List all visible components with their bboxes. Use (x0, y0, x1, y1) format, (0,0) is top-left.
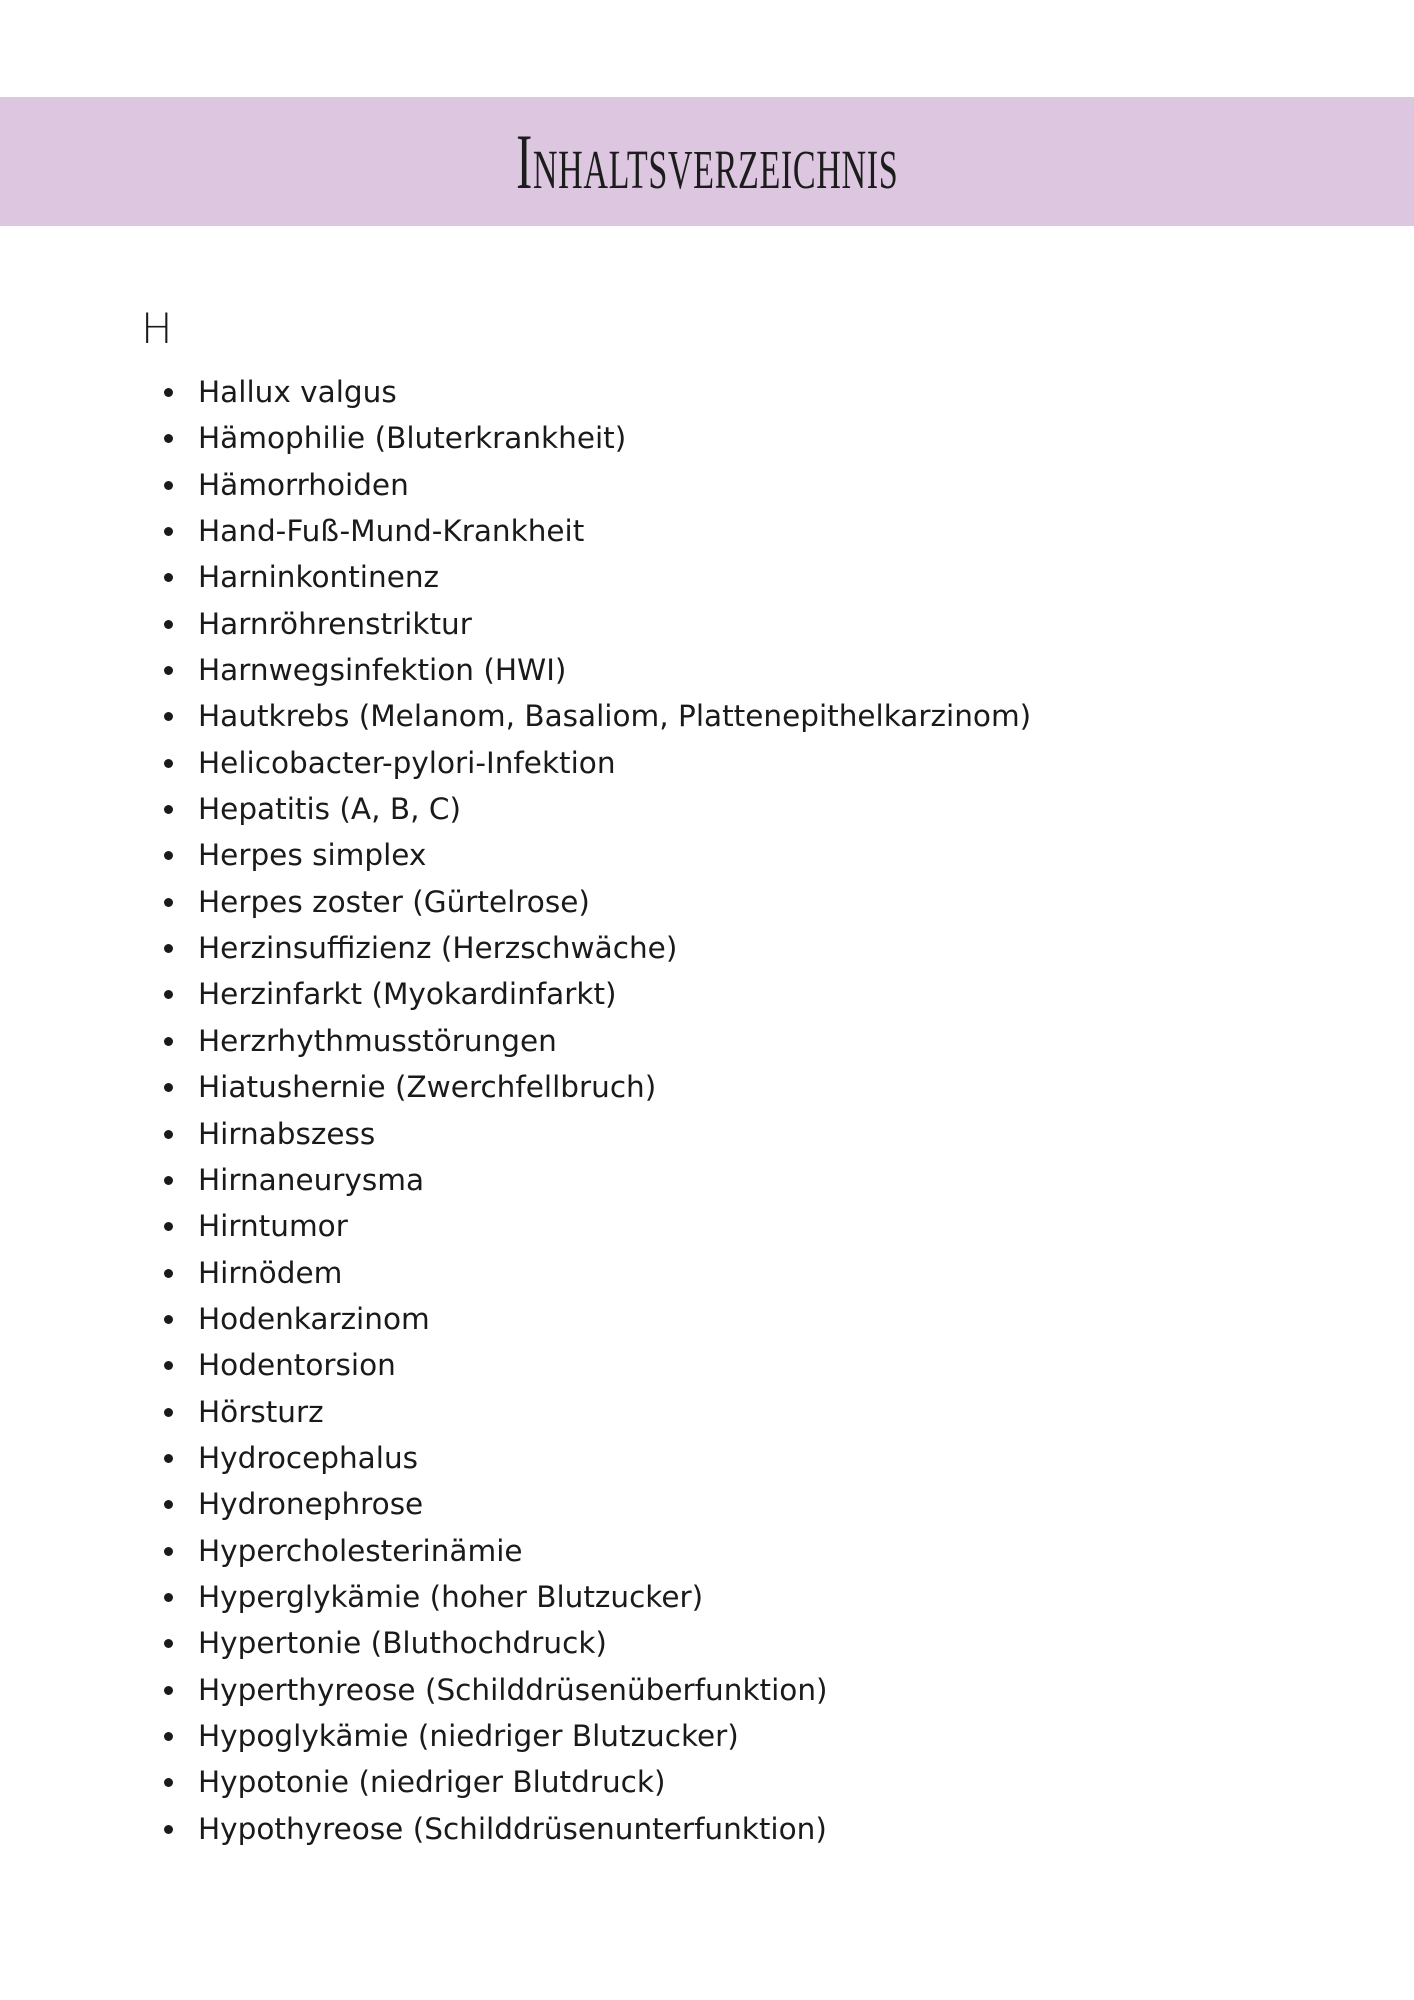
toc-entry-label: Hydrocephalus (198, 1440, 419, 1475)
toc-entry (0, 1481, 1031, 1527)
bullet-icon (164, 805, 173, 814)
toc-entry-label: Hypercholesterinämie (198, 1533, 523, 1568)
bullet-icon (164, 1500, 173, 1509)
bullet-icon (164, 1732, 173, 1741)
bullet-icon (164, 1825, 173, 1834)
toc-entry (0, 415, 1031, 461)
toc-entry (0, 1389, 1031, 1435)
bullet-icon (164, 1176, 173, 1185)
toc-entry (0, 1296, 1031, 1342)
bullet-icon (164, 1408, 173, 1417)
toc-entry-label: Hirntumor (198, 1209, 348, 1244)
bullet-icon (164, 1778, 173, 1787)
toc-entry-label: Harnwegsinfektion (HWI) (198, 653, 567, 688)
toc-entry-label: Hiatushernie (Zwerchfellbruch) (198, 1070, 657, 1105)
toc-entry (0, 1111, 1031, 1157)
toc-entry (0, 1574, 1031, 1620)
toc-entry-label: Hyperglykämie (hoher Blutzucker) (198, 1579, 704, 1614)
toc-entry-label: Herpes zoster (Gürtelrose) (198, 884, 590, 919)
toc-entry (0, 1667, 1031, 1713)
bullet-icon (164, 527, 173, 536)
toc-entry (0, 508, 1031, 554)
bullet-icon (164, 851, 173, 860)
bullet-icon (164, 1130, 173, 1139)
toc-entry-label: Herzinsuffizienz (Herzschwäche) (198, 931, 678, 966)
toc-entry (0, 1806, 1031, 1852)
bullet-icon (164, 990, 173, 999)
toc-entry (0, 971, 1031, 1017)
toc-entry (0, 601, 1031, 647)
toc-entry-label: Hirnödem (198, 1255, 343, 1290)
toc-entry-label: Hepatitis (A, B, C) (198, 792, 461, 827)
bullet-icon (164, 388, 173, 397)
toc-entry-label: Hautkrebs (Melanom, Basaliom, Plattenepithelkarzinom) (198, 699, 1032, 734)
toc-entry-label: Hallux valgus (198, 375, 397, 409)
toc-entry-label: Hydronephrose (198, 1487, 424, 1522)
bullet-icon (164, 1639, 173, 1648)
bullet-icon (164, 1454, 173, 1463)
title-band (0, 97, 1414, 226)
bullet-icon (164, 481, 173, 490)
bullet-icon (164, 573, 173, 582)
bullet-icon (164, 1269, 173, 1278)
toc-entry-label: Hämophilie (Bluterkrankheit) (198, 421, 627, 456)
toc-entry (0, 1620, 1031, 1666)
toc-entry (0, 1435, 1031, 1481)
toc-entry-label: Hypothyreose (Schilddrüsenunterfunktion) (198, 1811, 827, 1846)
bullet-icon (164, 1686, 173, 1695)
bullet-icon (164, 1361, 173, 1370)
bullet-icon (164, 1547, 173, 1556)
toc-entry (0, 832, 1031, 878)
toc-entry (0, 1018, 1031, 1064)
bullet-icon (164, 712, 173, 721)
bullet-icon (164, 898, 173, 907)
toc-entry (0, 1342, 1031, 1388)
toc-entry (0, 647, 1031, 693)
toc-entry-label: Harninkontinenz (198, 560, 440, 595)
toc-entry (0, 786, 1031, 832)
toc-entry (0, 1064, 1031, 1110)
bullet-icon (164, 666, 173, 675)
bullet-icon (164, 1593, 173, 1602)
toc-entry-label: Hörsturz (198, 1394, 324, 1429)
toc-entry-label: Hypoglykämie (niedriger Blutzucker) (198, 1718, 739, 1753)
toc-entry-label: Hirnabszess (198, 1116, 376, 1151)
toc-entry (0, 462, 1031, 508)
bullet-icon (164, 1222, 173, 1231)
toc-entry-label: Hyperthyreose (Schilddrüsenüberfunktion) (198, 1672, 828, 1707)
toc-entry (0, 1713, 1031, 1759)
bullet-icon (164, 1037, 173, 1046)
toc-entry-label: Herpes simplex (198, 838, 427, 873)
toc-entry-label: Hypertonie (Bluthochdruck) (198, 1626, 607, 1661)
toc-entry (0, 693, 1031, 739)
toc-entry-label: Hirnaneurysma (198, 1162, 425, 1197)
toc-entry-label: Herzrhythmusstörungen (198, 1023, 557, 1058)
bullet-icon (164, 759, 173, 768)
toc-entry-label: Hand-Fuß-Mund-Krankheit (198, 514, 585, 549)
bullet-icon (164, 620, 173, 629)
toc-entry-label: Helicobacter-pylori-Infektion (198, 745, 616, 780)
toc-entry-label: Hodentorsion (198, 1348, 396, 1383)
toc-entry (0, 1203, 1031, 1249)
toc-entry-label: Hämorrhoiden (198, 467, 409, 502)
toc-entry-label: Herzinfarkt (Myokardinfarkt) (198, 977, 617, 1012)
toc-list (0, 369, 1031, 1852)
section-letter: H (141, 304, 173, 353)
toc-entry (0, 925, 1031, 971)
toc-entry-label: Hodenkarzinom (198, 1301, 430, 1336)
bullet-icon (164, 434, 173, 443)
page-title: Inhaltsverzeichnis (515, 117, 899, 205)
toc-entry (0, 1157, 1031, 1203)
toc-entry-label: Harnröhrenstriktur (198, 606, 472, 641)
toc-entry (0, 879, 1031, 925)
toc-entry (0, 1250, 1031, 1296)
bullet-icon (164, 1315, 173, 1324)
bullet-icon (164, 1083, 173, 1092)
toc-entry (0, 1759, 1031, 1805)
toc-entry (0, 554, 1031, 600)
toc-entry (0, 740, 1031, 786)
toc-entry-label: Hypotonie (niedriger Blutdruck) (198, 1765, 666, 1800)
bullet-icon (164, 944, 173, 953)
toc-entry (0, 369, 1031, 415)
toc-entry (0, 1528, 1031, 1574)
